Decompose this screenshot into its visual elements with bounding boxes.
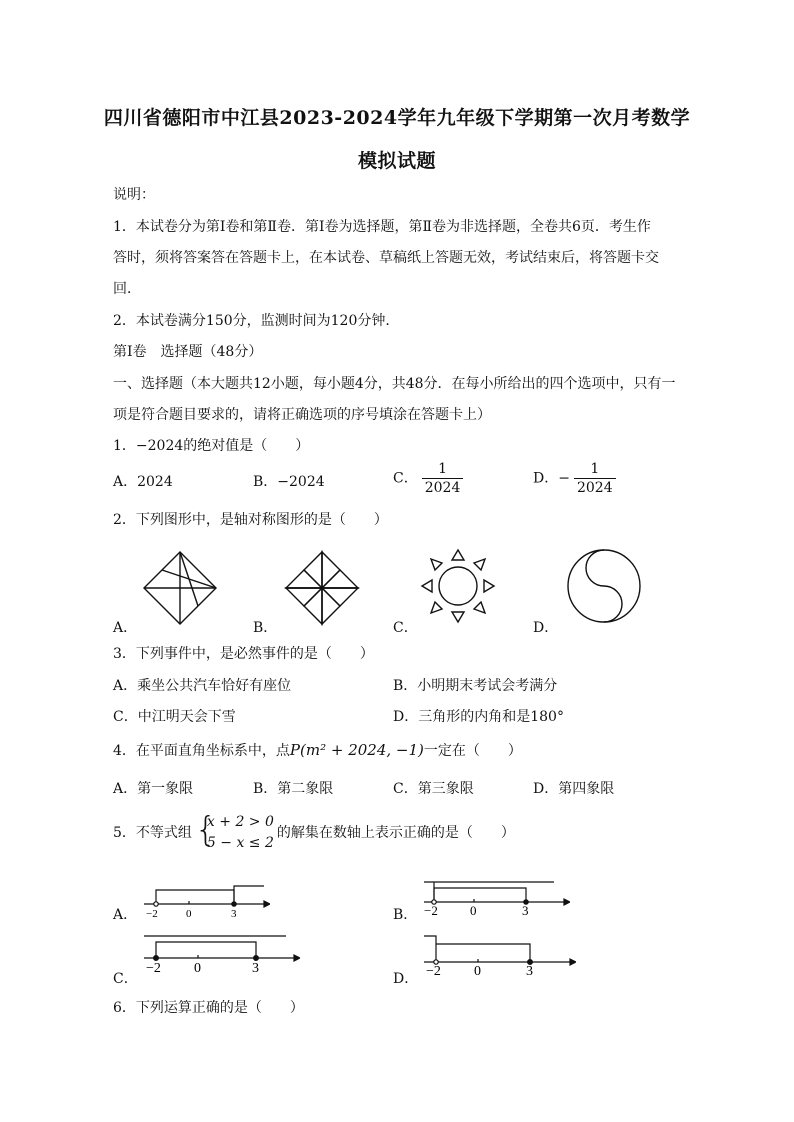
q5-number-line-a [140, 880, 270, 920]
page-title-line1: 四川省德阳市中江县2023-2024学年九年级下学期第一次月考数学 [103, 107, 691, 129]
q3-stem: 3．下列事件中，是必然事件的是（ ） [113, 646, 374, 662]
instruction-1-line1: 1．本试卷分为第Ⅰ卷和第Ⅱ卷．第Ⅰ卷为选择题，第Ⅱ卷为非选择题，全卷共6页．考生作 [113, 219, 651, 235]
fraction-denominator: 2024 [576, 480, 613, 496]
tick-label-neg2: −2 [424, 903, 438, 916]
tick-label-neg2: −2 [146, 908, 158, 920]
volume-heading: 第Ⅰ卷 选择题（48分） [113, 344, 263, 360]
fraction-numerator: 1 [574, 460, 616, 479]
q2-option-c-label: C． [393, 620, 418, 636]
tick-label-0: 0 [470, 903, 477, 916]
q3-option-c: C．中江明天会下雪 [113, 709, 236, 725]
q3-option-a: A．乘坐公共汽车恰好有座位 [113, 678, 292, 694]
part-heading-line1: 一、选择题（本大题共12小题，每小题4分，共48分．在每小所给出的四个选项中，只有一 [113, 376, 676, 392]
q5-number-line-b [420, 876, 570, 916]
fraction-numerator: 1 [422, 460, 464, 479]
q1-option-c-label: C． [393, 470, 418, 487]
q4-option-d: D．第四象限 [533, 781, 615, 797]
part-heading-line2: 项是符合题目要求的，请将正确选项的序号填涂在答题卡上） [113, 407, 491, 423]
pinwheel-square-figure [140, 548, 220, 628]
q5-inequality-2: 5 − x ≤ 2 [206, 835, 274, 851]
tick-label-neg2: −2 [426, 964, 441, 976]
q2-option-b-label: B． [253, 620, 278, 636]
page-title-line2: 模拟试题 [357, 150, 436, 172]
sun-figure [418, 546, 498, 626]
q4-option-c: C．第三象限 [393, 781, 474, 797]
q5-option-a-label: A． [113, 907, 138, 923]
q5-option-d-label: D． [393, 971, 419, 987]
q1-option-c [393, 460, 463, 497]
left-brace-icon: { [194, 810, 217, 850]
q4-option-a: A．第一象限 [113, 781, 194, 797]
q6-stem: 6．下列运算正确的是（ ） [113, 1000, 304, 1016]
tick-label-3: 3 [252, 961, 259, 976]
q4-stem-before: 4．在平面直角坐标系中，点 [113, 743, 290, 759]
q5-stem-after: 的解集在数轴上表示正确的是（ ） [276, 825, 515, 841]
q1-option-d [533, 460, 616, 497]
q1-option-c-fraction [422, 460, 464, 497]
q2-option-d-label: D． [533, 620, 559, 636]
q4-option-b: B．第二象限 [253, 781, 334, 797]
q1-option-b: B．−2024 [253, 474, 325, 490]
instructions-heading: 说明： [113, 187, 155, 203]
tick-label-0: 0 [186, 908, 192, 920]
q5-inequality-1: x + 2 > 0 [206, 814, 274, 830]
q4-point-expression: P(m² + 2024, −1) [289, 741, 424, 759]
instruction-2: 2．本试卷满分150分，监测时间为120分钟． [113, 313, 400, 329]
q2-stem: 2．下列图形中，是轴对称图形的是（ ） [113, 512, 388, 528]
q3-option-d: D．三角形的内角和是180° [393, 709, 564, 725]
q5-stem [113, 812, 515, 854]
tick-label-3: 3 [522, 903, 529, 916]
instruction-1-line2: 答时，须将答案答在答题卡上，在本试卷、草稿纸上答题无效，考试结束后，将答题卡交 [113, 250, 659, 266]
tick-label-3: 3 [231, 908, 237, 920]
q5-option-c-label: C． [113, 971, 138, 987]
q5-number-line-d [420, 932, 576, 976]
q2-option-a-label: A． [113, 620, 138, 636]
tick-label-0: 0 [194, 961, 201, 976]
q4-stem-after: 一定在（ ） [423, 743, 522, 759]
q5-stem-before: 5．不等式组 [113, 825, 192, 841]
q3-option-b: B．小明期末考试会考满分 [393, 678, 558, 694]
instruction-1-line3: 回． [113, 281, 141, 297]
q5-inequality-system [195, 812, 274, 854]
q1-option-d-fraction [574, 460, 616, 497]
q5-number-line-c [140, 932, 300, 976]
q1-option-d-label: D．− [533, 470, 570, 487]
taiji-circle-figure [564, 546, 644, 626]
q1-option-a: A．2024 [113, 474, 173, 490]
tick-label-neg2: −2 [146, 961, 161, 976]
tick-label-3: 3 [526, 964, 533, 976]
q4-stem [113, 740, 522, 760]
q1-stem: 1．−2024的绝对值是（ ） [113, 438, 310, 454]
fraction-denominator: 2024 [424, 480, 461, 496]
tick-label-0: 0 [474, 964, 481, 976]
q5-option-b-label: B． [393, 907, 418, 923]
pinwheel-triangles-figure [280, 546, 364, 630]
